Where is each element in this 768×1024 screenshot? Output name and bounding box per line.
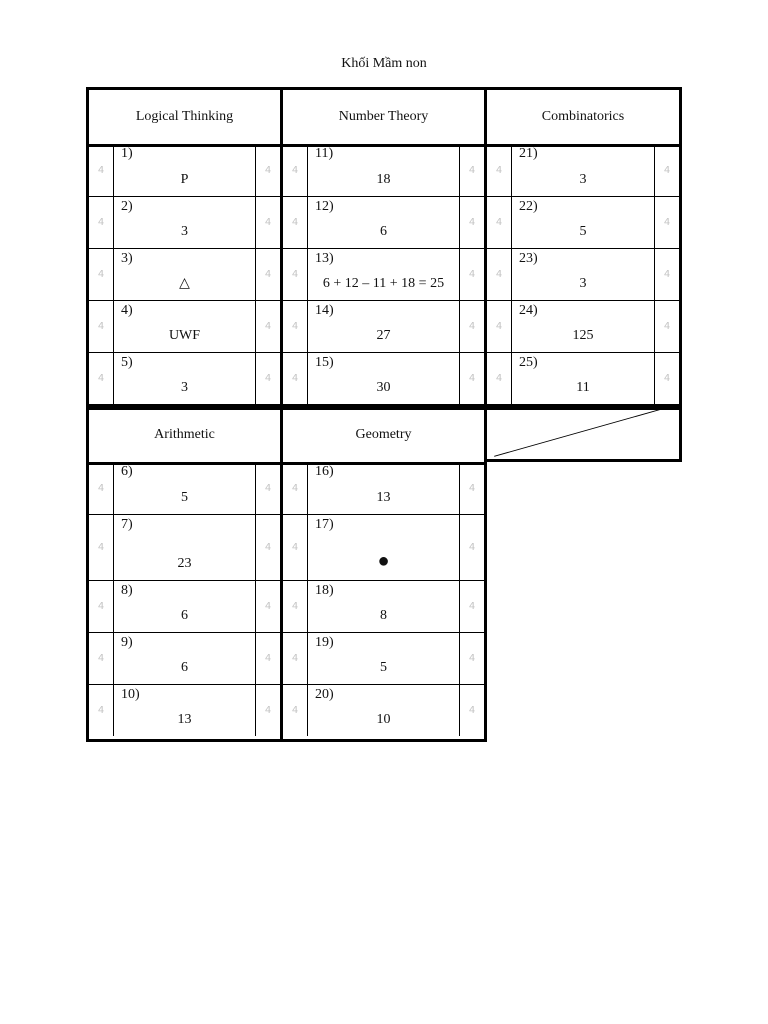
score-mark-right: 4 <box>459 197 484 248</box>
section-logical-thinking <box>86 87 283 410</box>
score-mark-left: 4 <box>89 249 114 300</box>
answer-value: 30 <box>376 380 391 395</box>
answer-value: 6 + 12 – 11 + 18 = 25 <box>322 276 445 291</box>
question-number: 20) <box>315 687 334 702</box>
section-combinatorics <box>484 87 682 410</box>
score-mark-left: 4 <box>283 581 308 632</box>
answer-value: △ <box>179 276 190 291</box>
score-mark-left: 4 <box>89 353 114 404</box>
score-mark-right: 4 <box>255 515 280 580</box>
score-mark-right: 4 <box>459 581 484 632</box>
answer-row <box>89 684 280 736</box>
answer-value: 5 <box>380 660 387 675</box>
answer-value: 125 <box>572 328 594 343</box>
question-number: 9) <box>121 635 133 650</box>
question-number: 25) <box>519 355 538 370</box>
score-mark-left: 4 <box>283 462 308 514</box>
question-number: 2) <box>121 199 133 214</box>
score-mark-right: 4 <box>459 249 484 300</box>
answer-row <box>283 196 484 248</box>
answer-row <box>89 248 280 300</box>
score-mark-right: 4 <box>255 581 280 632</box>
question-number: 18) <box>315 583 334 598</box>
score-mark-right: 4 <box>654 144 679 196</box>
answer-row <box>283 248 484 300</box>
question-number: 13) <box>315 251 334 266</box>
score-mark-left: 4 <box>283 685 308 736</box>
section-header: Arithmetic <box>89 407 280 465</box>
score-mark-right: 4 <box>255 462 280 514</box>
answer-row <box>89 632 280 684</box>
answer-row <box>283 514 484 580</box>
answer-row <box>89 196 280 248</box>
answer-row <box>89 300 280 352</box>
answer-row <box>283 144 484 196</box>
answer-value: 8 <box>380 608 387 623</box>
answer-row <box>283 462 484 514</box>
answer-row <box>487 248 679 300</box>
question-number: 7) <box>121 517 133 532</box>
answer-row <box>487 196 679 248</box>
question-number: 23) <box>519 251 538 266</box>
score-mark-right: 4 <box>459 515 484 580</box>
question-number: 3) <box>121 251 133 266</box>
question-number: 10) <box>121 687 140 702</box>
answer-row <box>89 514 280 580</box>
score-mark-left: 4 <box>89 301 114 352</box>
score-mark-right: 4 <box>654 249 679 300</box>
answer-row <box>283 352 484 404</box>
question-number: 17) <box>315 517 334 532</box>
answer-row <box>89 580 280 632</box>
answer-value: UWF <box>168 328 201 343</box>
answer-value: 3 <box>181 224 188 239</box>
answer-value: 27 <box>376 328 391 343</box>
answer-value: 6 <box>380 224 387 239</box>
score-mark-left: 4 <box>89 581 114 632</box>
score-mark-right: 4 <box>255 197 280 248</box>
answer-row <box>487 352 679 404</box>
score-mark-right: 4 <box>255 353 280 404</box>
answer-row <box>89 144 280 196</box>
question-number: 24) <box>519 303 538 318</box>
score-mark-left: 4 <box>487 249 512 300</box>
section-header: Logical Thinking <box>89 90 280 147</box>
score-mark-right: 4 <box>654 353 679 404</box>
score-mark-right: 4 <box>459 633 484 684</box>
answer-value: 3 <box>181 380 188 395</box>
score-mark-left: 4 <box>283 633 308 684</box>
score-mark-left: 4 <box>89 685 114 736</box>
score-mark-left: 4 <box>283 515 308 580</box>
answer-row <box>487 300 679 352</box>
section-geometry <box>280 404 487 742</box>
question-number: 1) <box>121 146 133 161</box>
answer-row <box>283 632 484 684</box>
answer-value: 5 <box>181 490 188 505</box>
score-mark-right: 4 <box>459 301 484 352</box>
section-header: Geometry <box>283 407 484 465</box>
score-mark-left: 4 <box>283 353 308 404</box>
section-header: Number Theory <box>283 90 484 147</box>
answer-value: 23 <box>177 556 192 571</box>
question-number: 21) <box>519 146 538 161</box>
score-mark-right: 4 <box>654 197 679 248</box>
question-number: 15) <box>315 355 334 370</box>
answer-value: P <box>180 172 189 187</box>
answer-row <box>283 684 484 736</box>
score-mark-left: 4 <box>89 515 114 580</box>
question-number: 5) <box>121 355 133 370</box>
answer-value: 10 <box>376 712 391 727</box>
score-mark-left: 4 <box>487 197 512 248</box>
question-number: 19) <box>315 635 334 650</box>
page-title: Khối Mầm non <box>341 56 427 71</box>
score-mark-right: 4 <box>255 301 280 352</box>
score-mark-left: 4 <box>89 633 114 684</box>
score-mark-right: 4 <box>459 685 484 736</box>
answer-row <box>89 352 280 404</box>
answer-value: 18 <box>376 172 391 187</box>
answer-value: ● <box>377 550 390 572</box>
score-mark-left: 4 <box>487 301 512 352</box>
answer-row <box>283 300 484 352</box>
question-number: 6) <box>121 464 133 479</box>
question-number: 12) <box>315 199 334 214</box>
answer-value: 5 <box>579 224 587 239</box>
score-mark-right: 4 <box>459 144 484 196</box>
answer-row <box>487 144 679 196</box>
question-number: 11) <box>315 146 334 161</box>
score-mark-right: 4 <box>459 353 484 404</box>
score-mark-left: 4 <box>283 301 308 352</box>
empty-cell <box>484 404 682 462</box>
answer-value: 3 <box>579 172 587 187</box>
score-mark-left: 4 <box>283 249 308 300</box>
score-mark-right: 4 <box>255 249 280 300</box>
answer-value: 3 <box>579 276 587 291</box>
score-mark-left: 4 <box>89 144 114 196</box>
answer-row <box>89 462 280 514</box>
score-mark-left: 4 <box>283 144 308 196</box>
score-mark-right: 4 <box>255 633 280 684</box>
score-mark-left: 4 <box>487 144 512 196</box>
answer-row <box>283 580 484 632</box>
section-number-theory <box>280 87 487 410</box>
score-mark-left: 4 <box>487 353 512 404</box>
question-number: 16) <box>315 464 334 479</box>
answer-value: 11 <box>576 380 590 395</box>
answer-value: 13 <box>376 490 391 505</box>
answer-sheet <box>86 87 682 738</box>
score-mark-right: 4 <box>459 462 484 514</box>
answer-value: 13 <box>177 712 192 727</box>
question-number: 8) <box>121 583 133 598</box>
question-number: 22) <box>519 199 538 214</box>
score-mark-left: 4 <box>89 197 114 248</box>
score-mark-right: 4 <box>255 144 280 196</box>
score-mark-right: 4 <box>255 685 280 736</box>
section-arithmetic <box>86 404 283 742</box>
question-number: 4) <box>121 303 133 318</box>
score-mark-left: 4 <box>89 462 114 514</box>
question-number: 14) <box>315 303 334 318</box>
score-mark-right: 4 <box>654 301 679 352</box>
section-header: Combinatorics <box>487 90 679 147</box>
answer-value: 6 <box>181 660 188 675</box>
score-mark-left: 4 <box>283 197 308 248</box>
answer-value: 6 <box>181 608 188 623</box>
